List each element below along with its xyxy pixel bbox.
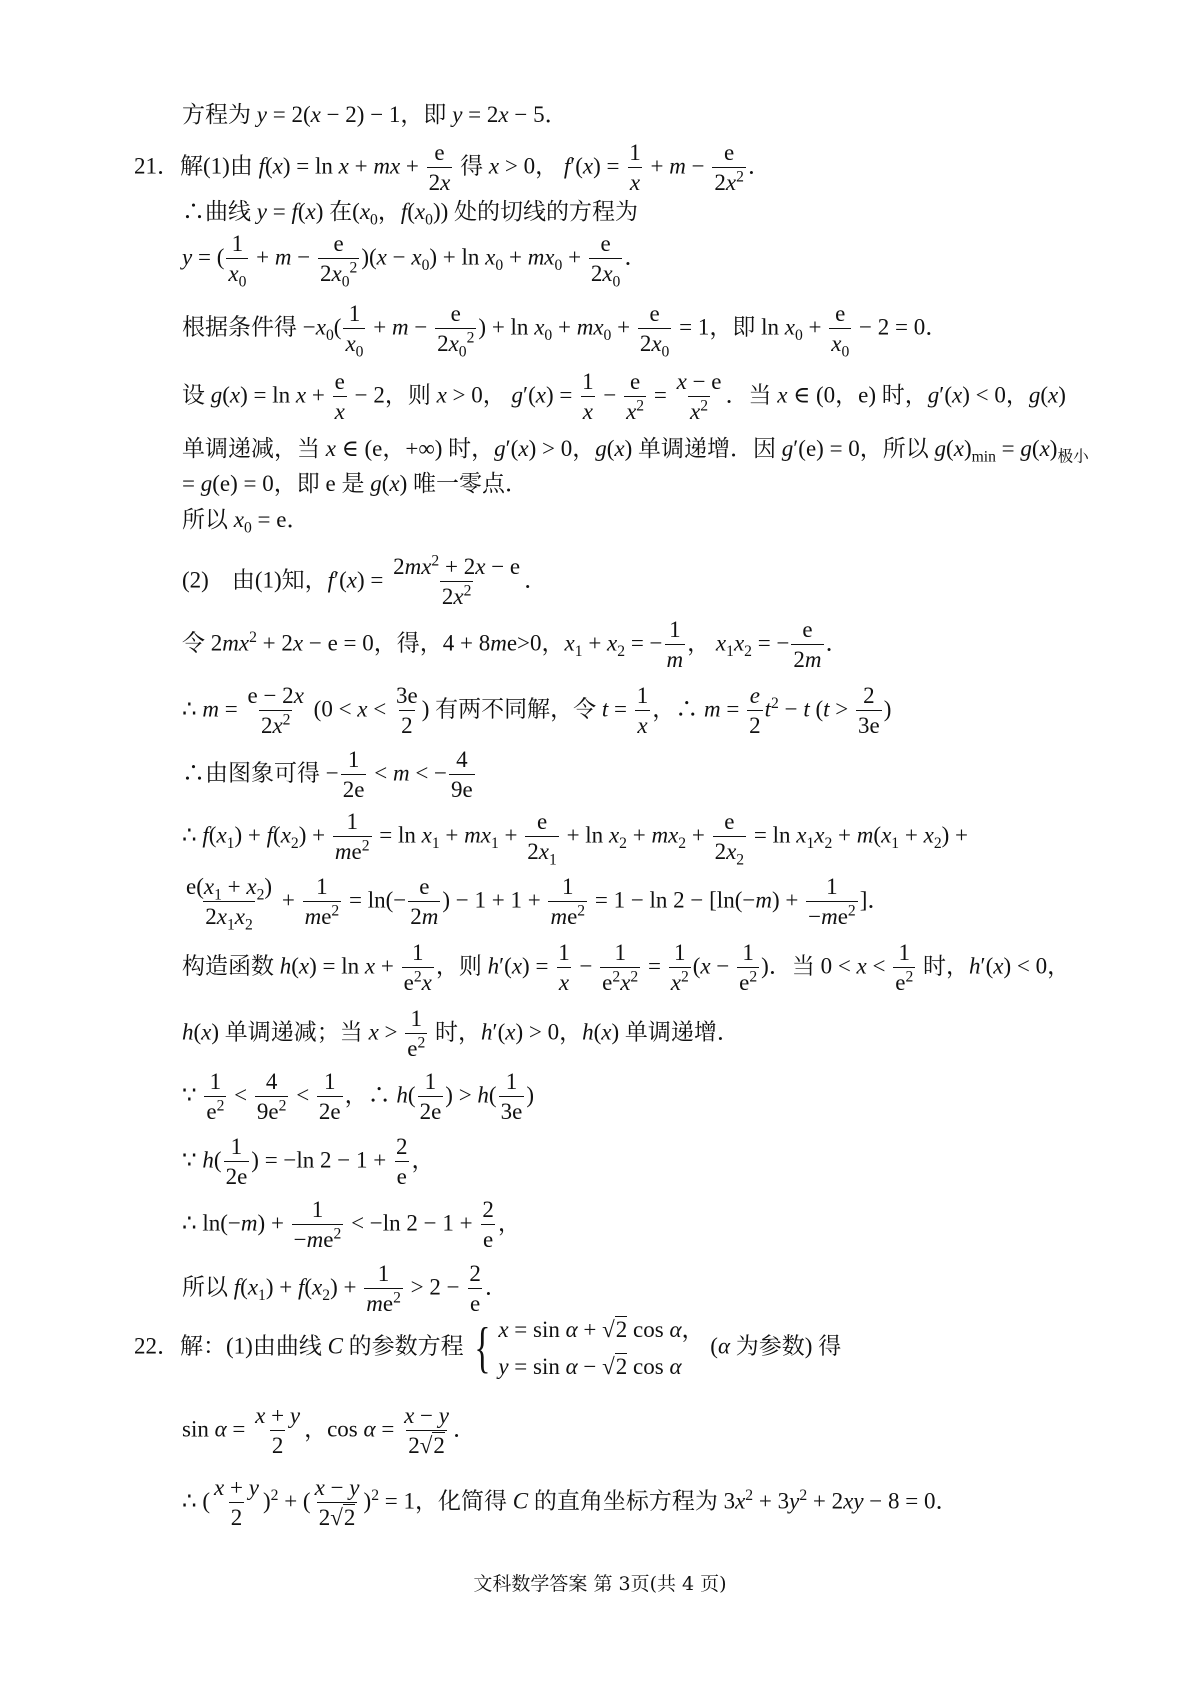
line-23: sin α = $\frac{x + y}{2}$ ，cos α = $\frac{x - y}{2√2}$ ．: [182, 1403, 476, 1459]
line-04: y = ( $\frac{1}{x_0}$ + m − $\frac{e}{2x_0^2}$ )$(x - x_0) + \ln x_0 + mx_0$ + $\frac{e}{2x_0}$ ．: [182, 231, 648, 291]
line-11: 令 $2mx^2 + 2x - e = 0$，得，4 + 8me>0，$x_1 + x_2$ = − $\frac{1}{m}$ ， $x_1x_2$ = − $\frac{e}{2m}$ ．: [182, 617, 849, 673]
line-17: h(x) 单调递减；当 x > $\frac{1}{e^2}$ 时，h′(x) > 0，h(x) 单调递增．: [182, 1006, 740, 1062]
line-21: 所以 $f(x_1) + f(x_2)$ + $\frac{1}{me^2}$ > 2 − $\frac{2}{e}$ ．: [182, 1261, 508, 1317]
line-15: $\frac{e(x_1 + x_2)}{2x_1x_2}$ + $\frac{1}{me^2}$ = ln(− $\frac{e}{2m}$ ) − 1 + 1 + $\frac{1}{me^2}$ = 1 − ln 2 − [ln(−m) + $\frac{1}{-me^2}$ ]．: [186, 874, 891, 934]
line-01: 方程为 y = 2(x − 2) − 1，即 y = 2x − 5．: [182, 102, 568, 127]
line-02: 21．解(1)由 f(x) = ln x + mx + $\frac{e}{2x}$ 得 x > 0， f′(x) = $\frac{1}{x}$ + m − $\frac{e}{2x^2}$ ．: [134, 140, 771, 196]
line-12: ∴ m = $\frac{e - 2x}{2x^2}$ (0 < x < $\frac{3e}{2}$ ) 有两不同解，令 t = $\frac{1}{x}$ ，∴ m = $\frac{e}{2}$ $t^2 - t$ (t > $\frac{2}{3e}$ ): [182, 683, 892, 739]
line-09: 所以 $x_0 = e$．: [182, 507, 310, 537]
line-06: 设 g(x) = ln x + $\frac{e}{x}$ − 2，则 x > 0， g′(x) = $\frac{1}{x}$ − $\frac{e}{x^2}$ = $\frac{x - e}{x^2}$ ．当 x ∈ (0，e) 时，g′(x) < 0，g(x): [182, 369, 1066, 425]
line-10: (2) 由(1)知，f′(x) = $\frac{2mx^2 + 2x - e}{2x^2}$ ．: [182, 552, 548, 610]
parametric-system: { x = sin α + √2 cos α， y = sin α − √2 cos α: [474, 1317, 705, 1379]
line-19: ∵ h( $\frac{1}{2e}$ ) = −ln 2 − 1 + $\frac{2}{e}$ ，: [182, 1134, 435, 1190]
line-07: 单调递减，当 x ∈ (e，+∞) 时，g′(x) > 0，g(x) 单调递增．因 g′(e) = 0，所以 $g(x)_{min} = g(x)_{极小}$: [182, 436, 1089, 466]
line-13: ∴由图象可得 − $\frac{1}{2e}$ < m < − $\frac{4}{9e}$: [182, 747, 473, 803]
line-16: 构造函数 h(x) = ln x + $\frac{1}{e^2x}$ ，则 h′(x) = $\frac{1}{x}$ − $\frac{1}{e^2x^2}$ = $\frac{1}{x^2}$ (x − $\frac{1}{e^2}$ )．当 0 < x < $\frac{1}{e^2}$ 时，h′(x) < 0，: [182, 940, 1071, 996]
line-24: ∴ ( $\frac{x + y}{2}$ )$^2$ + ( $\frac{x - y}{2√2}$ )$^2$ = 1，化简得 C 的直角坐标方程为 $3x^2 + 3y^2 + 2xy - 8 = 0$．: [182, 1475, 959, 1531]
line-22: 22．解：(1)由曲线 C 的参数方程 { x = sin α + √2 cos α， y = sin α − √2 cos α (α 为参数) 得: [134, 1317, 842, 1379]
line-20: ∴ ln(−m) + $\frac{1}{-me^2}$ < −ln 2 − 1 + $\frac{2}{e}$ ，: [182, 1197, 521, 1253]
page-footer: 文科数学答案 第 3页(共 4 页): [473, 1573, 727, 1595]
line-08: = g(e) = 0，即 e 是 g(x) 唯一零点．: [182, 471, 529, 496]
line-03: ∴曲线 y = f(x) 在($x_0$，$f(x_0)$) 处的切线的方程为: [182, 199, 639, 229]
line-18: ∵ $\frac{1}{e^2}$ < $\frac{4}{9e^2}$ < $\frac{1}{2e}$ ，∴ h( $\frac{1}{2e}$ ) > h( $\frac{1}{3e}$ ): [182, 1069, 534, 1125]
line-14: ∴ $f(x_1) + f(x_2)$ + $\frac{1}{me^2}$ = $\ln x_1 + mx_1$ + $\frac{e}{2x_1}$ + $\ln x_2 + mx_2$ + $\frac{e}{2x_2}$ = $\ln x_1x_2 + m(x_1 + x_2)$ +: [182, 809, 969, 869]
line-05: 根据条件得 $-x_0$( $\frac{1}{x_0}$ + m − $\frac{e}{2x_0^2}$ ) + $\ln x_0 + mx_0$ + $\frac{e}{2x_0}$ = 1，即 $\ln x_0$ + $\frac{e}{x_0}$ − 2 = 0．: [182, 301, 949, 361]
